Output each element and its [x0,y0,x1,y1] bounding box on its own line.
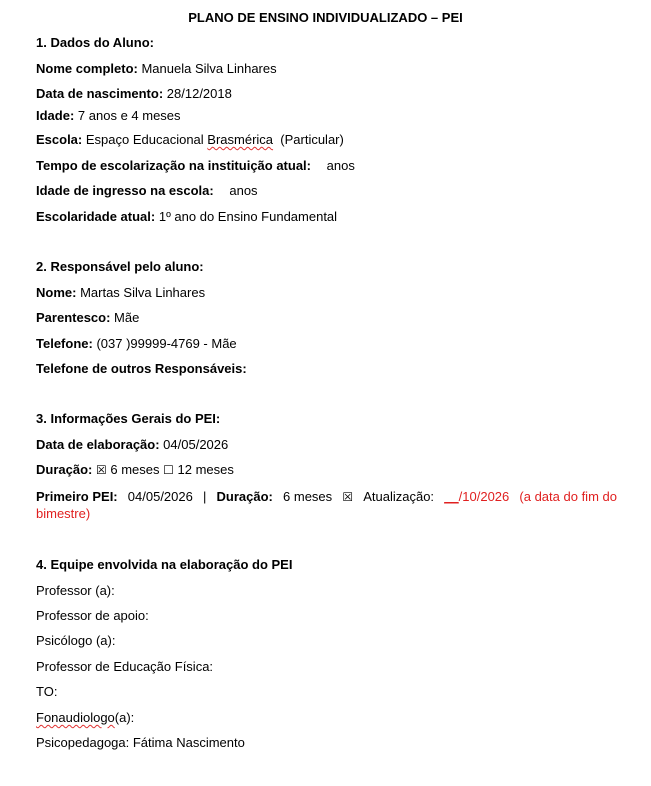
guardian-name-value: Martas Silva Linhares [80,285,206,300]
unchecked-box-icon[interactable]: ☐ [163,463,174,477]
speech-therapist-suffix: (a): [114,710,135,725]
update-note: (a data do fim do [519,489,617,504]
entry-age-row [36,183,258,199]
grade-label: Escolaridade atual: [36,209,156,224]
section-3-heading: 3. Informações Gerais do PEI: [36,411,221,426]
section-4-heading: 4. Equipe envolvida na elaboração do PEI [36,557,293,572]
grade-row [36,209,337,225]
section-2-heading: 2. Responsável pelo aluno: [36,259,204,274]
relation-value: Mãe [114,310,140,325]
team-pe-teacher: Professor de Educação Física: [36,659,214,674]
entry-age-label: Idade de ingresso na escola: [36,183,214,198]
update-date-value: /10/2026 [458,489,510,504]
phone-value: (037 )99999-4769 - Mãe [96,336,237,351]
update-blank: __ [444,489,459,504]
first-pei-value: 04/05/2026 [127,489,193,504]
tenure-row [36,158,355,174]
update-date [444,489,509,505]
guardian-name-row [36,285,205,301]
update-label: Atualização: [363,489,435,504]
phone-row [36,336,237,352]
student-name-row [36,61,277,77]
duration-row [36,462,234,478]
school-label: Escola: [36,132,83,147]
team-to: TO: [36,684,58,699]
first-pei-label: Primeiro PEI: [36,489,118,504]
team-teacher: Professor (a): [36,583,115,598]
elaboration-date-row [36,437,228,453]
birth-date-value: 28/12/2018 [166,86,232,101]
checked-box-icon-2[interactable]: ☒ [342,490,354,504]
school-value-brand: Brasmérica [207,132,274,147]
school-row [36,132,344,148]
student-name-label: Nome completo: [36,61,138,76]
age-label: Idade: [36,108,75,123]
relation-row [36,310,139,326]
team-speech-therapist [36,710,134,726]
student-name-value: Manuela Silva Linhares [141,61,277,76]
checked-box-icon[interactable]: ☒ [95,463,107,477]
team-psychopedagogue: Psicopedagoga: Fátima Nascimento [36,735,245,750]
duration-12-months: 12 meses [177,462,234,477]
document-title: PLANO DE ENSINO INDIVIDUALIZADO – PEI [188,10,463,25]
tenure-value: anos [326,158,355,173]
separator: | [203,489,207,504]
duration2-label: Duração: [216,489,273,504]
school-value-pre: Espaço Educacional [85,132,208,147]
other-phone-label: Telefone de outros Responsáveis: [36,361,247,376]
age-value: 7 anos e 4 meses [77,108,181,123]
update-note-continued: bimestre) [36,506,91,521]
tenure-label: Tempo de escolarização na instituição atual: [36,158,311,173]
section-1-heading: 1. Dados do Aluno: [36,35,154,50]
team-psychologist: Psicólogo (a): [36,633,116,648]
team-support-teacher: Professor de apoio: [36,608,149,623]
age-row [36,108,181,124]
relation-label: Parentesco: [36,310,111,325]
entry-age-value: anos [229,183,258,198]
duration2-value: 6 meses [283,489,333,504]
elaboration-date-value: 04/05/2026 [163,437,229,452]
birth-date-row [36,86,232,102]
first-pei-row [36,489,617,505]
phone-label: Telefone: [36,336,93,351]
grade-value: 1º ano do Ensino Fundamental [158,209,338,224]
school-value-post: (Particular) [273,132,344,147]
guardian-name-label: Nome: [36,285,77,300]
birth-date-label: Data de nascimento: [36,86,164,101]
duration-label: Duração: [36,462,93,477]
duration-6-months: 6 meses [110,462,160,477]
elaboration-date-label: Data de elaboração: [36,437,160,452]
speech-therapist-word: Fonaudiologo [36,710,115,725]
